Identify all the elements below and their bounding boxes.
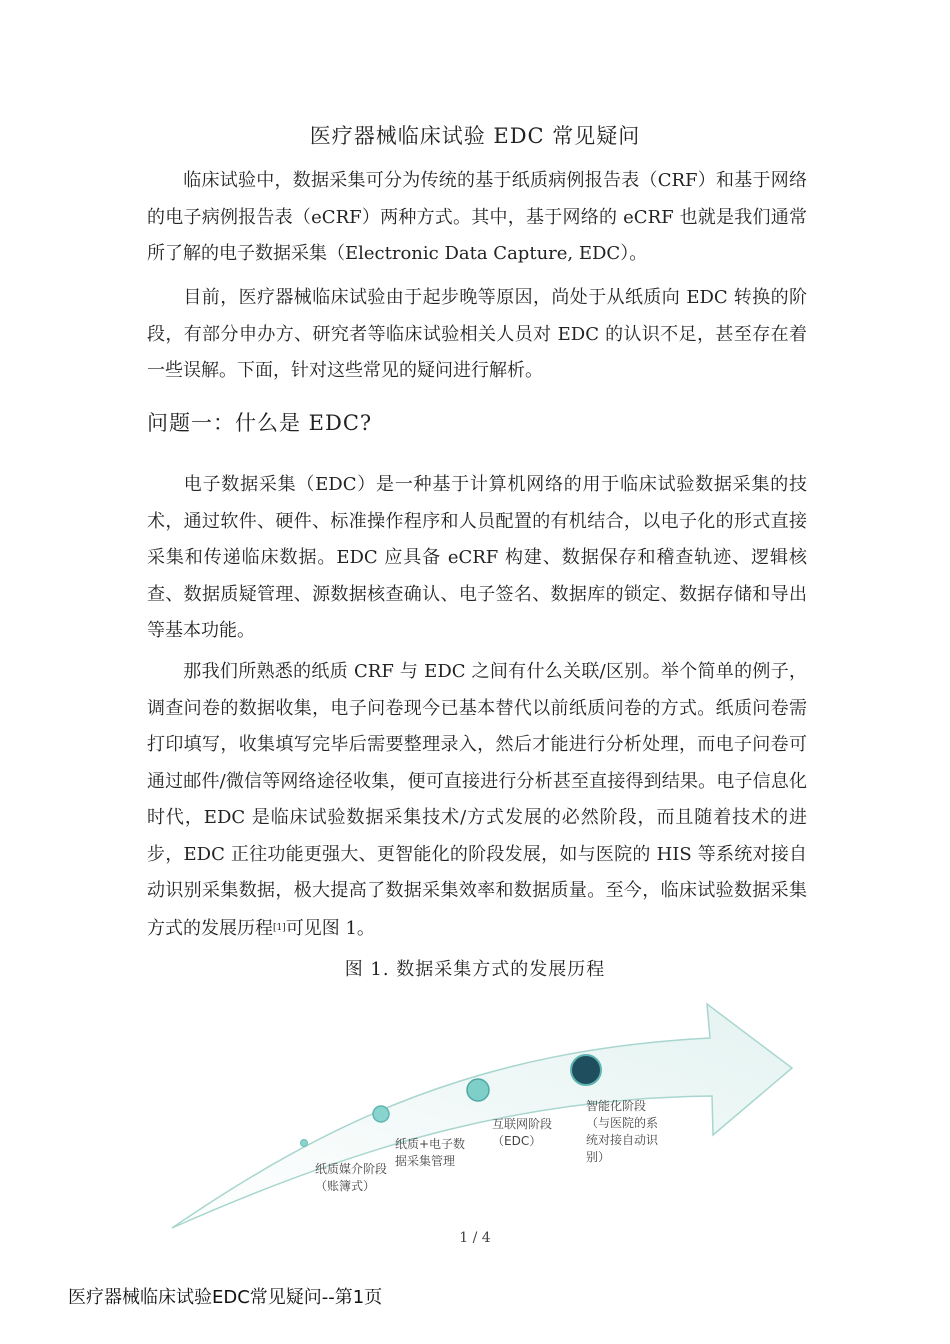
timeline-arrow xyxy=(172,1004,792,1228)
stage-dot-4 xyxy=(571,1055,601,1085)
stage-label-3: 互联网阶段（EDC） xyxy=(492,1117,553,1148)
intro-paragraph-1: 临床试验中，数据采集可分为传统的基于纸质病例报告表（CRF）和基于网络的电子病例报告表（eCRF）两种方式。其中，基于网络的 eCRF 也就是我们通常所了解的电子数据采集（Electronic Data Capture, EDC）。 xyxy=(147,170,807,264)
stage-dot-1 xyxy=(301,1140,308,1147)
reference-mark[interactable]: [1] xyxy=(273,922,286,933)
page-number: 1 / 4 xyxy=(459,1230,491,1246)
figure-caption: 图 1. 数据采集方式的发展历程 xyxy=(344,959,606,980)
document-title: 医疗器械临床试验 EDC 常见疑问 xyxy=(309,124,641,148)
question-one-heading: 问题一：什么是 EDC? xyxy=(147,411,373,435)
timeline-arrow-graphic xyxy=(150,990,810,1235)
stage-label-4: 智能化阶段（与医院的系统对接自动识别） xyxy=(586,1099,659,1164)
page-footer: 医疗器械临床试验EDC常见疑问--第1页 xyxy=(68,1287,383,1308)
figure-data-collection-timeline xyxy=(150,990,810,1235)
question-one-paragraph-1: 电子数据采集（EDC）是一种基于计算机网络的用于临床试验数据采集的技术，通过软件、硬件、标准操作程序和人员配置的有机结合，以电子化的形式直接采集和传递临床数据。EDC 应具备 eCRF 构建、数据保存和稽查轨迹、逻辑核查、数据质疑管理、源数据核查确认、电子签名、数据库的锁定、数据存储和导出等基本功能。 xyxy=(147,474,807,641)
intro-paragraph-2: 目前，医疗器械临床试验由于起步晚等原因，尚处于从纸质向 EDC 转换的阶段，有部分申办方、研究者等临床试验相关人员对 EDC 的认识不足，甚至存在着一些误解。下面，针对这些常见的疑问进行解析。 xyxy=(147,287,807,381)
stage-label-1: 纸质媒介阶段（账簿式） xyxy=(315,1162,388,1193)
stage-dot-3 xyxy=(467,1079,489,1101)
stage-dot-2 xyxy=(373,1106,389,1122)
stage-label-2: 纸质+电子数据采集管理 xyxy=(395,1137,466,1168)
question-one-paragraph-2: 那我们所熟悉的纸质 CRF 与 EDC 之间有什么关联/区别。举个简单的例子，调查问卷的数据收集，电子问卷现今已基本替代以前纸质问卷的方式。纸质问卷需打印填写，收集填写完毕后需要整理录入，然后才能进行分析处理，而电子问卷可通过邮件/微信等网络途径收集，便可直接进行分析甚至直接得到结果。电子信息化时代，EDC 是临床试验数据采集技术/方式发展的必然阶段，而且随着技术的进步，EDC 正往功能更强大、更智能化的阶段发展，如与医院的 HIS 等系统对接自动识别采集数据，极大提高了数据采集效率和数据质量。至今，临床试验数据采集方式的发展历程[1]可见图 1。 xyxy=(147,661,807,939)
